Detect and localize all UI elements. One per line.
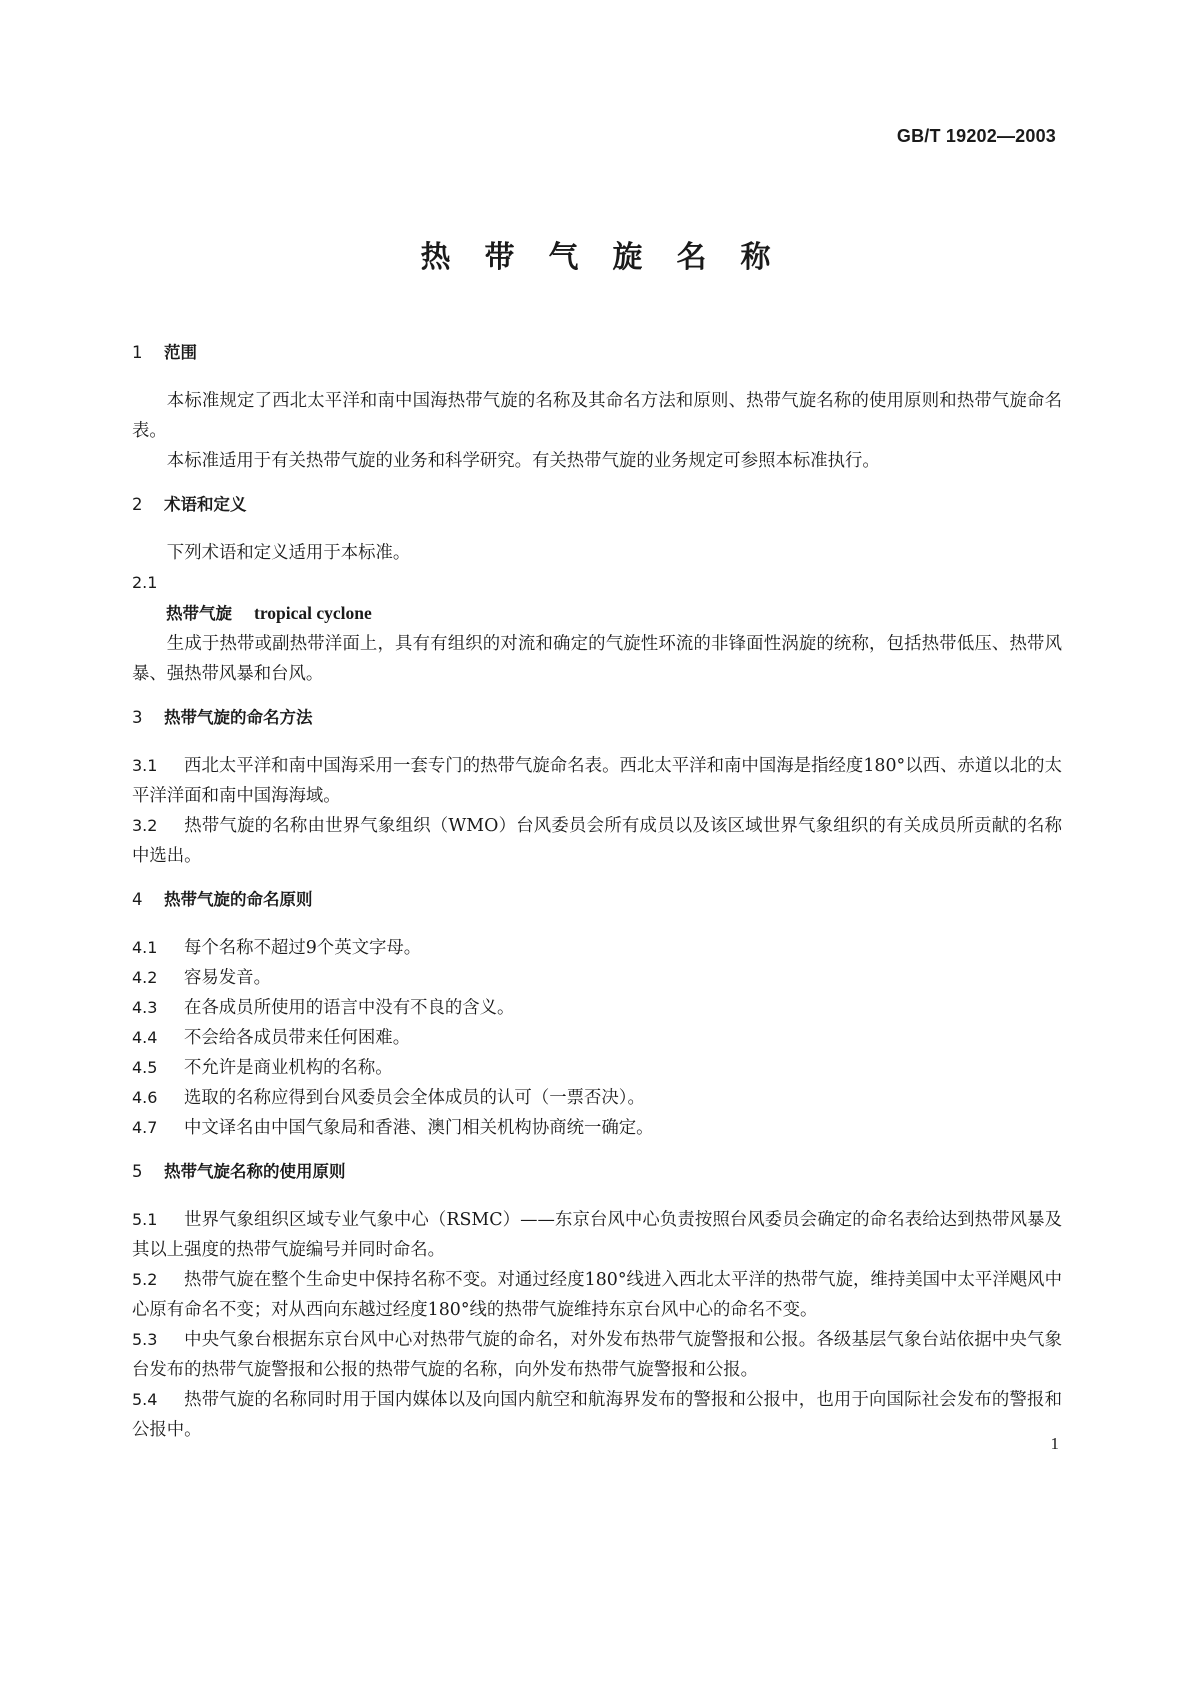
section-number: 4: [132, 890, 143, 909]
clause-text: 中文译名由中国气象局和香港、澳门相关机构协商统一确定。: [184, 1118, 654, 1138]
clause-item: [132, 1053, 1062, 1083]
clause-text: 在各成员所使用的语言中没有不良的含义。: [184, 998, 515, 1018]
document-body: [132, 338, 1062, 1445]
section-number: 3: [132, 708, 143, 727]
section-number: 5: [132, 1162, 143, 1181]
section-title: 热带气旋名称的使用原则: [164, 1162, 346, 1181]
clause-item: [132, 1205, 1062, 1265]
clause-number: 5.4: [132, 1390, 158, 1409]
clause-number: 4.7: [132, 1118, 158, 1137]
section-number: 2: [132, 495, 143, 514]
clause-number: 3.2: [132, 816, 158, 835]
clause-item: [132, 1325, 1062, 1385]
clause-item: [132, 751, 1062, 811]
clause-text: 西北太平洋和南中国海采用一套专门的热带气旋命名表。西北太平洋和南中国海是指经度180°以西、赤道以北的太平洋洋面和南中国海海域。: [132, 756, 1062, 806]
clause-text: 每个名称不超过9个英文字母。: [184, 938, 422, 958]
clause-item: [132, 811, 1062, 871]
term-entry: [132, 598, 1062, 629]
paragraph: 下列术语和定义适用于本标准。: [166, 543, 411, 563]
standard-code: GB/T 19202—2003: [896, 126, 1056, 146]
clause-text: 选取的名称应得到台风委员会全体成员的认可（一票否决）。: [184, 1088, 645, 1108]
paragraph: 本标准规定了西北太平洋和南中国海热带气旋的名称及其命名方法和原则、热带气旋名称的使用原则和热带气旋命名表。: [132, 391, 1062, 441]
clause-number: 5.1: [132, 1210, 158, 1229]
clause-item: [132, 963, 1062, 993]
section-heading-1: [132, 338, 1062, 368]
clause-text: 不会给各成员带来任何困难。: [184, 1028, 411, 1048]
clause-number: 4.3: [132, 998, 158, 1017]
section-heading-4: [132, 885, 1062, 915]
section-heading-5: [132, 1157, 1062, 1187]
clause-number: 4.6: [132, 1088, 158, 1107]
section-heading-2: [132, 490, 1062, 520]
clause-text: 中央气象台根据东京台风中心对热带气旋的命名，对外发布热带气旋警报和公报。各级基层气象台站依据中央气象台发布的热带气旋警报和公报的热带气旋的名称，向外发布热带气旋警报和公报。: [132, 1330, 1062, 1380]
clause-item: [132, 1265, 1062, 1325]
clause-text: 世界气象组织区域专业气象中心（RSMC）——东京台风中心负责按照台风委员会确定的命名表给达到热带风暴及其以上强度的热带气旋编号并同时命名。: [132, 1210, 1062, 1260]
clause-number: 5.3: [132, 1330, 158, 1349]
clause-number: 4.1: [132, 938, 158, 957]
section-heading-3: [132, 703, 1062, 733]
clause-number: 4.2: [132, 968, 158, 987]
clause-item: [132, 993, 1062, 1023]
clause-text: 热带气旋的名称同时用于国内媒体以及向国内航空和航海界发布的警报和公报中，也用于向国际社会发布的警报和公报中。: [132, 1390, 1062, 1440]
section-title: 热带气旋的命名方法: [164, 708, 313, 727]
clause-text: 不允许是商业机构的名称。: [184, 1058, 393, 1078]
clause-text: 热带气旋在整个生命史中保持名称不变。对通过经度180°线进入西北太平洋的热带气旋，维持美国中太平洋飓风中心原有命名不变；对从西向东越过经度180°线的热带气旋维持东京台风中心的命名不变。: [132, 1270, 1062, 1320]
clause-item: [132, 1113, 1062, 1143]
term-chinese: 热带气旋: [166, 604, 232, 623]
section-title: 术语和定义: [164, 495, 247, 514]
clause-item: [132, 1023, 1062, 1053]
clause-item: [132, 1083, 1062, 1113]
clause-item: [132, 1385, 1062, 1445]
section-title: 热带气旋的命名原则: [164, 890, 313, 909]
clause-text: 热带气旋的名称由世界气象组织（WMO）台风委员会所有成员以及该区域世界气象组织的有关成员所贡献的名称中选出。: [132, 816, 1062, 866]
page-number: 1: [1050, 1434, 1059, 1453]
clause-text: 容易发音。: [184, 968, 271, 988]
document-title: 热带气旋名称: [420, 240, 805, 275]
clause-number: 4.5: [132, 1058, 158, 1077]
section-number: 1: [132, 343, 143, 362]
paragraph: 本标准适用于有关热带气旋的业务和科学研究。有关热带气旋的业务规定可参照本标准执行。: [166, 451, 880, 471]
clause-number: 5.2: [132, 1270, 158, 1289]
term-english: tropical cyclone: [254, 603, 372, 623]
term-number: 2.1: [132, 573, 158, 592]
clause-number: 4.4: [132, 1028, 158, 1047]
term-definition: 生成于热带或副热带洋面上，具有有组织的对流和确定的气旋性环流的非锋面性涡旋的统称，包括热带低压、热带风暴、强热带风暴和台风。: [132, 634, 1062, 684]
clause-item: [132, 933, 1062, 963]
clause-number: 3.1: [132, 756, 158, 775]
section-title: 范围: [164, 343, 197, 362]
